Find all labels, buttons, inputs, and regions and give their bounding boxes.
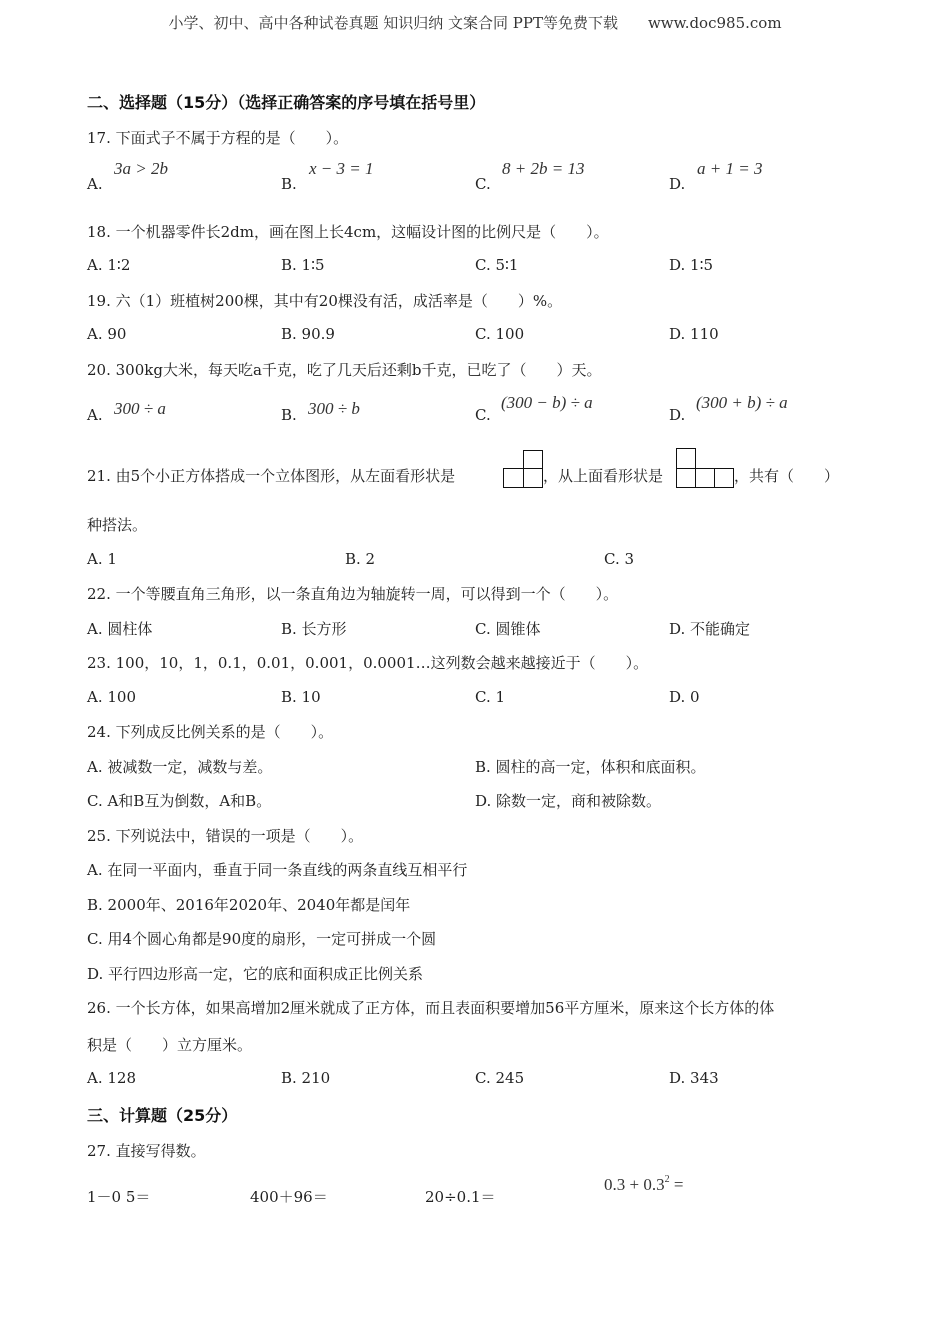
question-26-line2: 积是（ ）立方厘米。 (87, 1036, 253, 1054)
question-25: 25. 下列说法中，错误的一项是（ ）。 (87, 827, 364, 845)
q25-option-c: C. 用4个圆心角都是90度的扇形，一定可拼成一个圆 (87, 930, 437, 948)
page-header: 小学、初中、高中各种试卷真题 知识归纳 文案合同 PPT等免费下载 www.doc985.com (168, 14, 782, 32)
q24-option-d: D. 除数一定，商和被除数。 (475, 792, 662, 810)
q17-option-c-expr: 8 + 2b = 13 (502, 159, 585, 178)
left-view-square (503, 468, 524, 488)
left-view-square (523, 468, 543, 488)
q22-option-b: B. 长方形 (281, 620, 347, 638)
q27-item-4-equals: = (669, 1175, 684, 1194)
q18-option-c: C. 5∶1 (475, 256, 519, 274)
question-21-part2: ，从上面看形状是 (543, 467, 664, 485)
q27-item-4-base: 0.3 + 0.3 (604, 1175, 665, 1194)
question-27: 27. 直接写得数。 (87, 1142, 206, 1160)
q20-option-a-expr: 300 ÷ a (114, 399, 166, 418)
q22-option-a: A. 圆柱体 (87, 620, 153, 638)
left-view-square (523, 450, 543, 469)
q21-option-c: C. 3 (604, 550, 635, 568)
q20-option-c-label: C. (475, 406, 491, 424)
q22-option-d: D. 不能确定 (669, 620, 751, 638)
q23-option-c: C. 1 (475, 688, 506, 706)
q18-option-a: A. 1∶2 (87, 256, 131, 274)
q23-option-b: B. 10 (281, 688, 321, 706)
q27-item-2: 400＋96＝ (250, 1188, 328, 1206)
top-view-square (676, 448, 696, 469)
q17-option-b-label: B. (281, 175, 297, 193)
question-26-line1: 26. 一个长方体，如果高增加2厘米就成了正方体，而且表面积要增加56平方厘米，原来这个长方体的体 (87, 999, 775, 1017)
question-17: 17. 下面式子不属于方程的是（ ）。 (87, 129, 349, 147)
q26-option-c: C. 245 (475, 1069, 525, 1087)
q17-option-b-expr: x − 3 = 1 (309, 159, 374, 178)
q26-option-a: A. 128 (87, 1069, 136, 1087)
q27-item-4-exponent: 2 (664, 1174, 670, 1185)
q21-option-b: B. 2 (345, 550, 376, 568)
q22-option-c: C. 圆锥体 (475, 620, 541, 638)
top-view-square (714, 468, 734, 488)
q24-option-a: A. 被减数一定，减数与差。 (87, 758, 273, 776)
question-19: 19. 六（1）班植树200棵，其中有20棵没有活，成活率是（ ）%。 (87, 292, 563, 310)
question-21-part3: ，共有（ ） (734, 467, 840, 485)
q20-option-c-expr: (300 − b) ÷ a (501, 393, 593, 412)
question-24: 24. 下列成反比例关系的是（ ）。 (87, 723, 334, 741)
q20-option-a-label: A. (87, 406, 103, 424)
q17-option-d-label: D. (669, 175, 686, 193)
q25-option-b: B. 2000年、2016年2020年、2040年都是闰年 (87, 896, 411, 914)
q24-option-b: B. 圆柱的高一定，体积和底面积。 (475, 758, 706, 776)
section-2-title: 二、选择题（15分）（选择正确答案的序号填在括号里） (87, 93, 486, 112)
q19-option-c: C. 100 (475, 325, 525, 343)
q25-option-a: A. 在同一平面内，垂直于同一条直线的两条直线互相平行 (87, 861, 468, 879)
question-21-part1: 21. 由5个小正方体搭成一个立体图形，从左面看形状是 (87, 467, 456, 485)
q18-option-b: B. 1∶5 (281, 256, 325, 274)
q20-option-b-expr: 300 ÷ b (308, 399, 360, 418)
q26-option-b: B. 210 (281, 1069, 331, 1087)
q26-option-d: D. 343 (669, 1069, 719, 1087)
q27-item-4 (604, 1174, 683, 1195)
q17-option-a-label: A. (87, 175, 103, 193)
q20-option-d-expr: (300 + b) ÷ a (696, 393, 788, 412)
q21-option-a: A. 1 (87, 550, 117, 568)
q19-option-b: B. 90.9 (281, 325, 335, 343)
q27-item-1: 1－0 5＝ (87, 1188, 151, 1206)
question-20: 20. 300kg大米，每天吃a千克，吃了几天后还剩b千克，已吃了（ ）天。 (87, 361, 602, 379)
q23-option-a: A. 100 (87, 688, 136, 706)
q18-option-d: D. 1∶5 (669, 256, 714, 274)
q19-option-a: A. 90 (87, 325, 127, 343)
question-22: 22. 一个等腰直角三角形，以一条直角边为轴旋转一周，可以得到一个（ ）。 (87, 585, 619, 603)
question-18: 18. 一个机器零件长2dm，画在图上长4cm，这幅设计图的比例尺是（ ）。 (87, 223, 609, 241)
q17-option-a-expr: 3a > 2b (114, 159, 168, 178)
q19-option-d: D. 110 (669, 325, 719, 343)
q20-option-d-label: D. (669, 406, 686, 424)
top-view-square (695, 468, 715, 488)
section-3-title: 三、计算题（25分） (87, 1106, 238, 1125)
q27-item-3: 20÷0.1＝ (425, 1188, 496, 1206)
q25-option-d: D. 平行四边形高一定，它的底和面积成正比例关系 (87, 965, 424, 983)
q17-option-c-label: C. (475, 175, 491, 193)
top-view-square (676, 468, 696, 488)
q23-option-d: D. 0 (669, 688, 700, 706)
left-view-figure (503, 450, 543, 488)
question-21-line2: 种搭法。 (87, 516, 148, 534)
q17-option-d-expr: a + 1 = 3 (697, 159, 763, 178)
question-23: 23. 100，10，1，0.1，0.01，0.001，0.0001…这列数会越来越接近于（ ）。 (87, 654, 649, 672)
q20-option-b-label: B. (281, 406, 297, 424)
q24-option-c: C. A和B互为倒数，A和B。 (87, 792, 272, 810)
top-view-figure (676, 448, 734, 488)
